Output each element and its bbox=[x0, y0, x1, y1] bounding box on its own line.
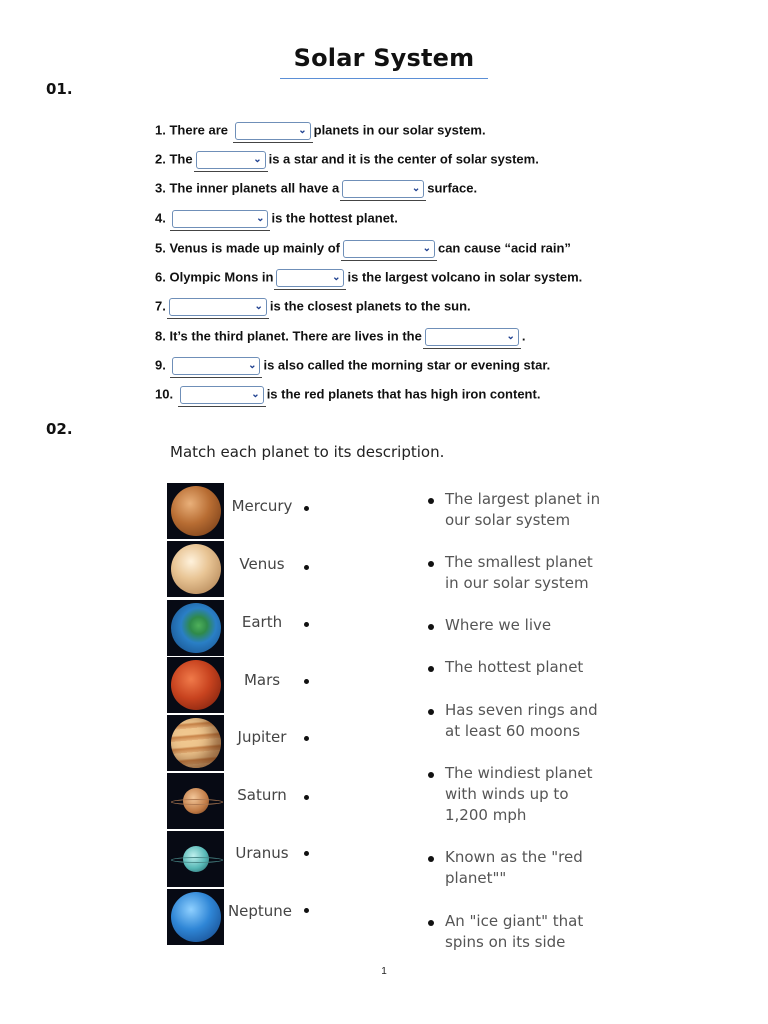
question-text-after: is the hottest planet. bbox=[271, 210, 398, 226]
answer-dropdown-6[interactable] bbox=[276, 269, 344, 287]
question-text-before: Olympic Mons in bbox=[169, 269, 274, 285]
question-text-after: . bbox=[521, 328, 526, 344]
question-number: 5. bbox=[155, 240, 170, 256]
venus-image bbox=[167, 541, 224, 597]
question-text-before: It’s the third planet. There are lives in the bbox=[169, 328, 422, 344]
question-number: 8. bbox=[155, 328, 170, 344]
question-number: 9. bbox=[155, 357, 170, 373]
jupiter-image bbox=[167, 715, 224, 771]
planet-label-jupiter: Jupiter bbox=[237, 728, 287, 746]
page-number: 1 bbox=[381, 966, 387, 977]
description-3: Where we live bbox=[445, 616, 552, 634]
answer-dropdown-10[interactable] bbox=[180, 386, 264, 404]
chevron-down-icon: ⌄ bbox=[256, 212, 265, 224]
question-number: 3. bbox=[155, 180, 170, 196]
saturn-image bbox=[167, 773, 224, 829]
question-text-after: is also called the morning star or evening star. bbox=[263, 357, 551, 373]
question-9 bbox=[155, 355, 550, 375]
saturn-ring bbox=[171, 799, 223, 805]
question-10 bbox=[155, 384, 540, 404]
question-number: 7. bbox=[155, 298, 166, 314]
page-title: Solar System bbox=[293, 44, 475, 72]
planet-label-uranus: Uranus bbox=[235, 844, 289, 862]
question-4 bbox=[155, 208, 398, 228]
question-text-before: The bbox=[169, 151, 193, 167]
match-dot-right[interactable] bbox=[428, 856, 434, 862]
question-2 bbox=[155, 149, 539, 169]
question-7 bbox=[155, 296, 471, 316]
match-dot-left[interactable] bbox=[304, 622, 309, 627]
question-text-before: Venus is made up mainly of bbox=[169, 240, 340, 256]
chevron-down-icon: ⌄ bbox=[253, 153, 262, 165]
chevron-down-icon: ⌄ bbox=[298, 124, 307, 136]
match-dot-left[interactable] bbox=[304, 908, 309, 913]
answer-dropdown-2[interactable] bbox=[196, 151, 266, 169]
planet-label-mercury: Mercury bbox=[231, 497, 293, 515]
match-dot-left[interactable] bbox=[304, 506, 309, 511]
match-dot-right[interactable] bbox=[428, 624, 434, 630]
question-1 bbox=[155, 120, 486, 140]
description-4: The hottest planet bbox=[445, 658, 584, 676]
match-dot-right[interactable] bbox=[428, 920, 434, 926]
planet-label-earth: Earth bbox=[241, 613, 283, 631]
match-dot-right[interactable] bbox=[428, 772, 434, 778]
question-number: 1. bbox=[155, 122, 170, 138]
chevron-down-icon: ⌄ bbox=[411, 182, 421, 194]
question-text-before: There are bbox=[169, 122, 232, 138]
planet-label-mars: Mars bbox=[243, 671, 281, 689]
match-dot-left[interactable] bbox=[304, 736, 309, 741]
match-dot-right[interactable] bbox=[428, 709, 434, 715]
answer-dropdown-9[interactable] bbox=[172, 357, 260, 375]
question-3 bbox=[155, 178, 477, 198]
mercury-image bbox=[167, 483, 224, 539]
match-dot-left[interactable] bbox=[304, 851, 309, 856]
match-instructions: Match each planet to its description. bbox=[170, 443, 445, 461]
question-number: 10. bbox=[155, 386, 177, 402]
answer-dropdown-4[interactable] bbox=[172, 210, 268, 228]
question-number: 2. bbox=[155, 151, 170, 167]
question-text-after: is the red planets that has high iron content. bbox=[266, 386, 541, 402]
section-label-02: 02. bbox=[46, 420, 73, 438]
match-dot-right[interactable] bbox=[428, 561, 434, 567]
planet-label-venus: Venus bbox=[239, 555, 285, 573]
match-dot-right[interactable] bbox=[428, 666, 434, 672]
chevron-down-icon: ⌄ bbox=[248, 359, 257, 371]
chevron-down-icon: ⌄ bbox=[251, 388, 260, 400]
planet-label-neptune: Neptune bbox=[227, 902, 293, 920]
chevron-down-icon: ⌄ bbox=[332, 271, 341, 283]
description-6: The windiest planet with winds up to 1,200 mph bbox=[445, 764, 593, 824]
question-text-before: The inner planets all have a bbox=[169, 180, 340, 196]
question-5 bbox=[155, 238, 571, 258]
earth-image bbox=[167, 600, 224, 656]
question-number: 4. bbox=[155, 210, 170, 226]
question-8 bbox=[155, 326, 525, 346]
description-1: The largest planet in our solar system bbox=[445, 490, 601, 529]
mars-image bbox=[167, 657, 224, 713]
question-text-after: surface. bbox=[427, 180, 478, 196]
question-text-after: is the closest planets to the sun. bbox=[269, 298, 471, 314]
uranus-ring bbox=[171, 857, 223, 863]
uranus-image bbox=[167, 831, 224, 887]
section-label-01: 01. bbox=[46, 80, 73, 98]
answer-dropdown-5[interactable] bbox=[343, 240, 435, 258]
question-text-after: is the largest volcano in solar system. bbox=[347, 269, 583, 285]
chevron-down-icon: ⌄ bbox=[422, 242, 431, 254]
description-5: Has seven rings and at least 60 moons bbox=[445, 701, 598, 740]
answer-dropdown-3[interactable] bbox=[342, 180, 424, 198]
question-number: 6. bbox=[155, 269, 170, 285]
question-text-after: can cause “acid rain” bbox=[437, 240, 571, 256]
title-underline bbox=[280, 78, 488, 79]
description-8: An "ice giant" that spins on its side bbox=[445, 912, 584, 951]
answer-dropdown-7[interactable] bbox=[169, 298, 267, 316]
planet-label-saturn: Saturn bbox=[237, 786, 287, 804]
description-2: The smallest planet in our solar system bbox=[445, 553, 593, 592]
neptune-image bbox=[167, 889, 224, 945]
chevron-down-icon: ⌄ bbox=[506, 330, 515, 342]
match-dot-left[interactable] bbox=[304, 565, 309, 570]
question-6 bbox=[155, 267, 582, 287]
description-7: Known as the "red planet"" bbox=[445, 848, 583, 887]
question-text-after: is a star and it is the center of solar system. bbox=[268, 151, 539, 167]
chevron-down-icon: ⌄ bbox=[254, 300, 263, 312]
match-dot-right[interactable] bbox=[428, 498, 434, 504]
question-text-after: planets in our solar system. bbox=[313, 122, 486, 138]
answer-dropdown-8[interactable] bbox=[425, 328, 519, 346]
match-dot-left[interactable] bbox=[304, 795, 309, 800]
match-dot-left[interactable] bbox=[304, 679, 309, 684]
answer-dropdown-1[interactable] bbox=[235, 122, 311, 140]
